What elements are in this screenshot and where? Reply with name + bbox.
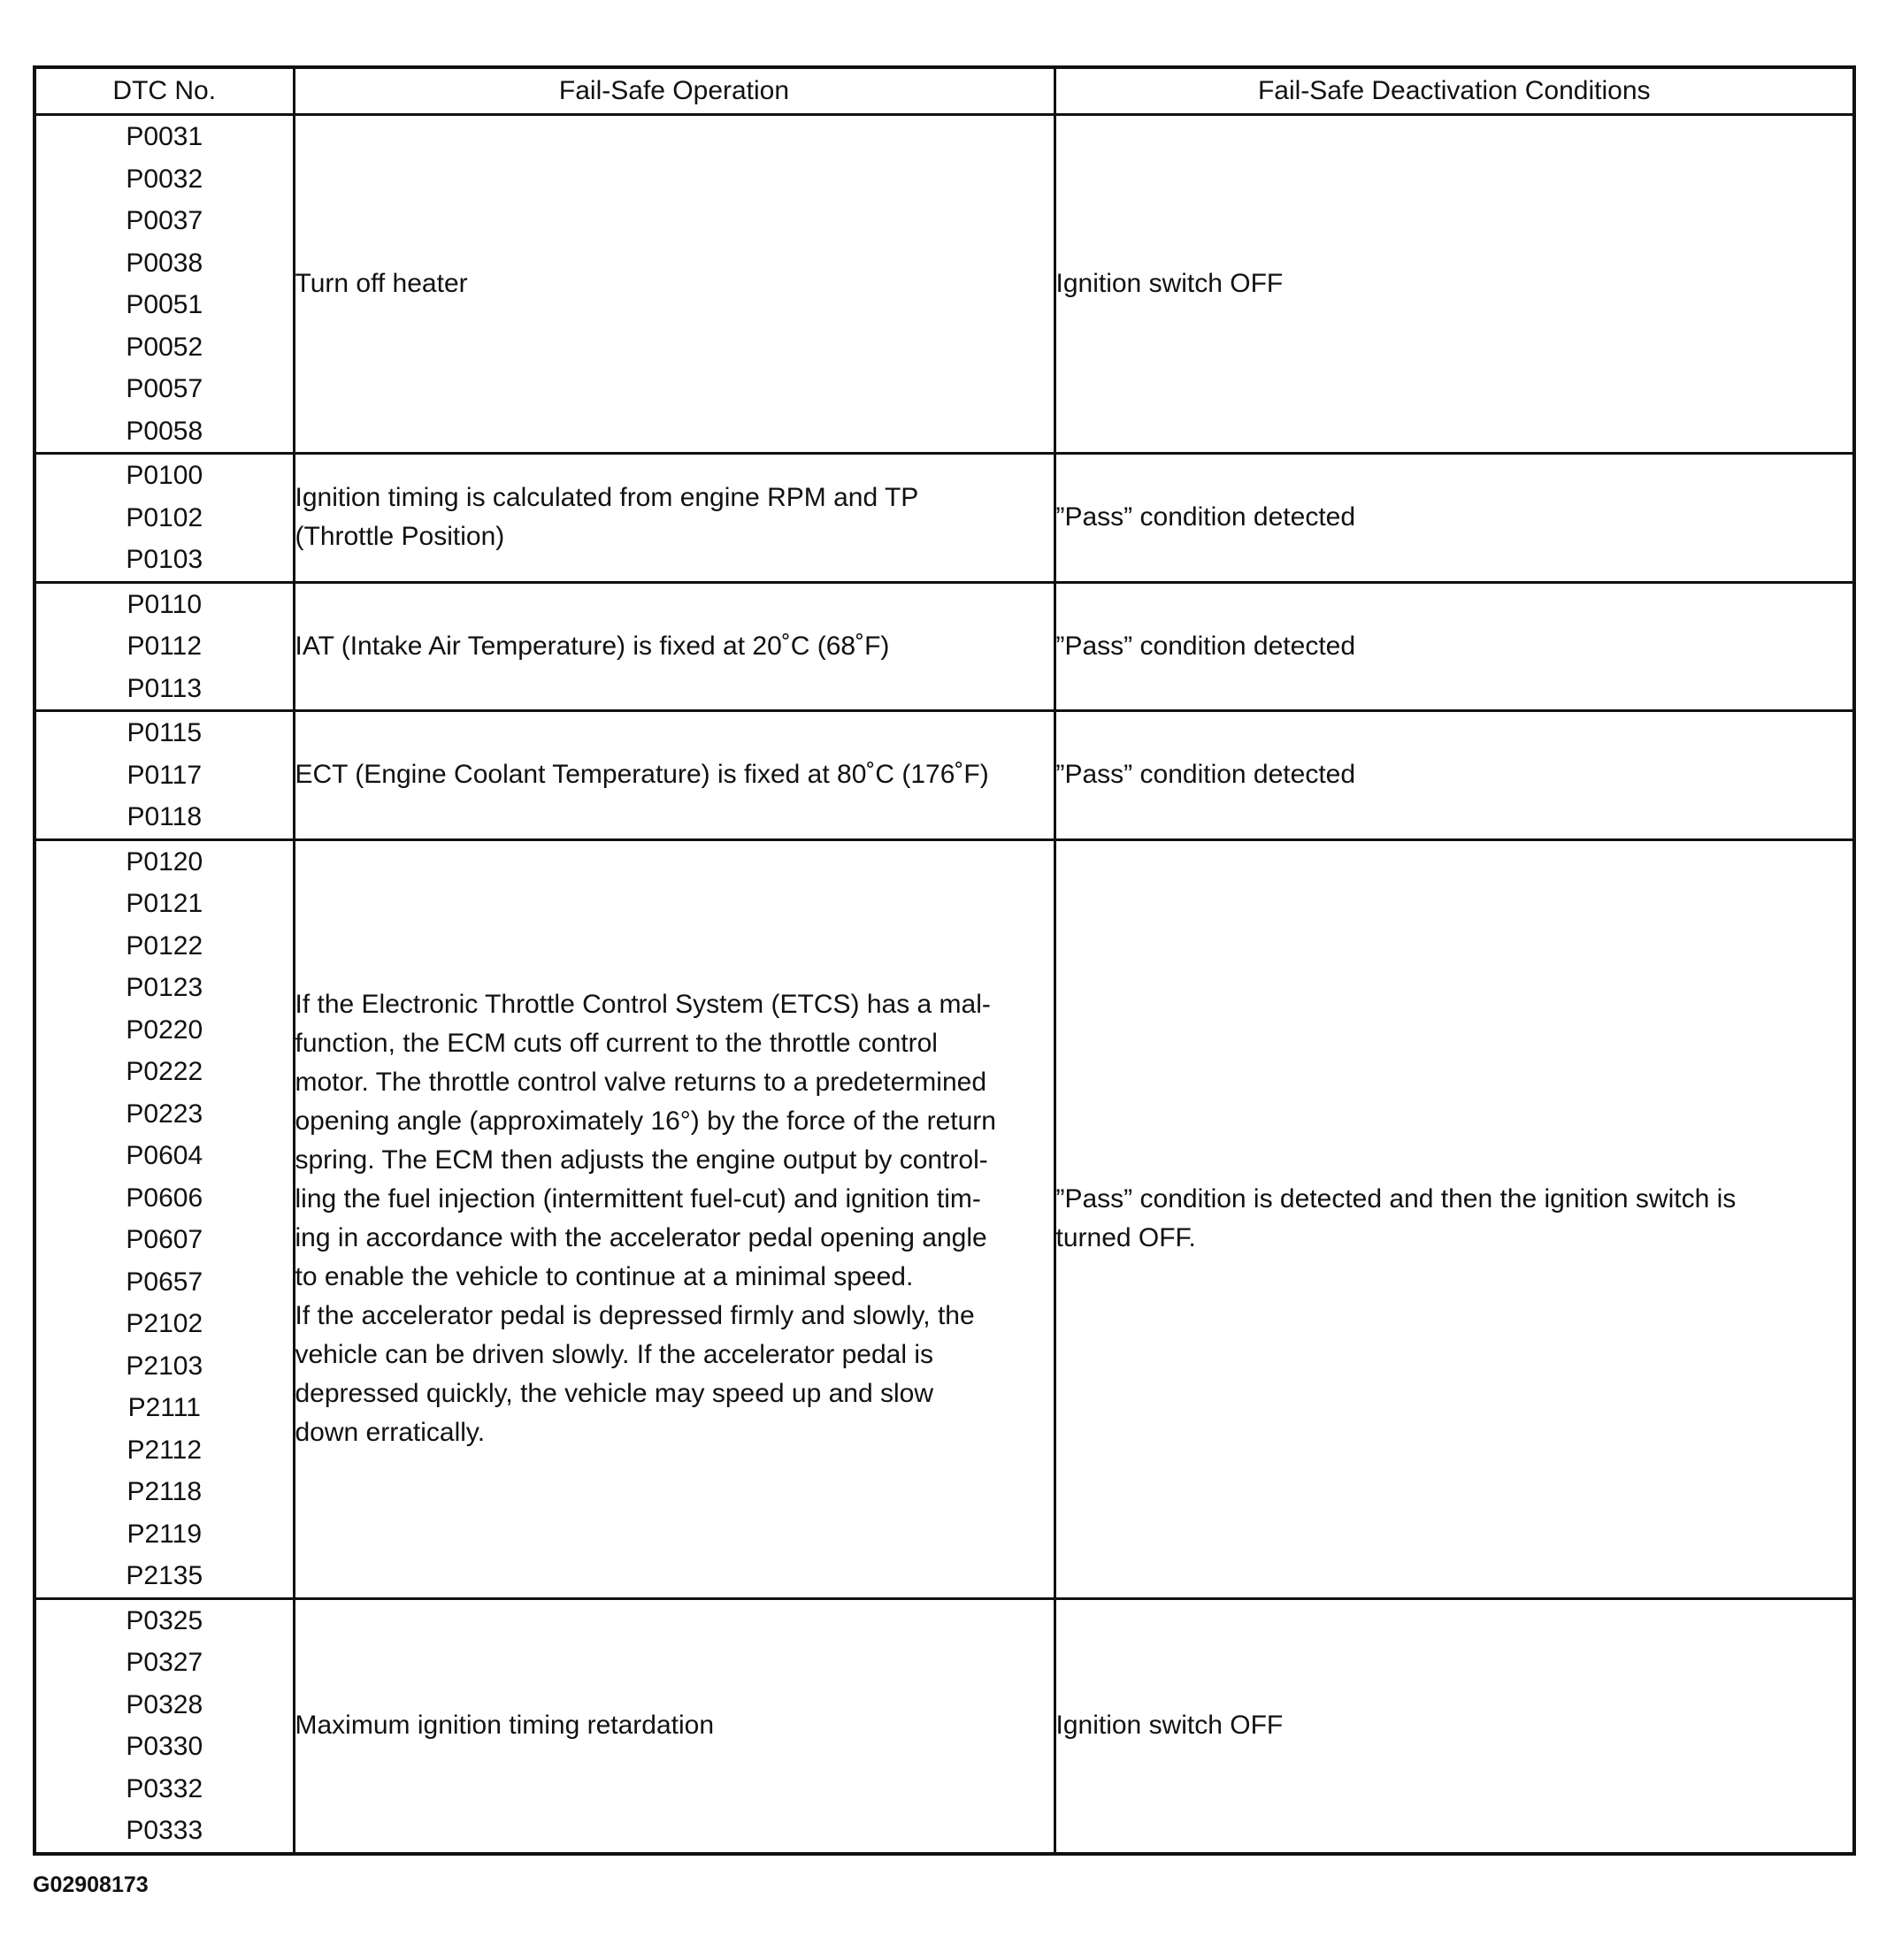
dtc-code: P0118 [127,802,203,831]
dtc-code: P0058 [126,416,203,446]
dtc-code: P0032 [126,164,203,194]
fail-safe-operation-text: Ignition timing is calculated from engine RPM and TP (Throttle Position) [295,483,919,552]
dtc-code: P2135 [126,1561,203,1590]
dtc-code: P0031 [126,122,203,151]
table-row [35,1598,1854,1854]
deactivation-condition-cell [1055,839,1854,1598]
dtc-code: P0657 [126,1267,203,1297]
dtc-codes-cell [35,711,294,840]
dtc-code: P0332 [126,1773,203,1803]
deactivation-condition-text: Ignition switch OFF [1055,1711,1284,1740]
dtc-code: P0052 [126,332,203,362]
dtc-code: P2119 [127,1519,203,1549]
dtc-code: P0333 [126,1816,203,1845]
dtc-code: P0607 [126,1225,203,1254]
table-row [35,711,1854,840]
header-row [35,67,1854,115]
deactivation-condition-text: Ignition switch OFF [1055,269,1284,298]
dtc-code: P0117 [127,760,203,790]
fail-safe-operation-cell [294,711,1055,840]
header-dtc-no: DTC No. [35,67,294,115]
fail-safe-operation-cell [294,1598,1055,1854]
dtc-code: P0220 [126,1014,203,1045]
deactivation-condition-cell [1055,115,1854,454]
deactivation-condition-cell [1055,1598,1854,1854]
dtc-code: P0038 [126,248,203,278]
fail-safe-operation-cell [294,839,1055,1598]
table-row [35,839,1854,1598]
fail-safe-operation-text: IAT (Intake Air Temperature) is fixed at 20˚C (68˚F) [295,631,890,661]
figure-id: G02908173 [33,1872,149,1897]
dtc-code: P0122 [126,930,203,961]
fail-safe-table [33,65,1856,1856]
dtc-codes-cell [35,1598,294,1854]
deactivation-condition-text: ”Pass” condition is detected and then the ignition switch is turned OFF. [1055,1184,1737,1252]
table-row [35,454,1854,583]
dtc-code: P2102 [126,1309,203,1338]
dtc-code: P0100 [126,461,203,490]
dtc-code: P2112 [127,1435,203,1465]
dtc-codes-cell [35,582,294,711]
fail-safe-operation-cell [294,115,1055,454]
deactivation-condition-cell [1055,711,1854,840]
dtc-code: P0223 [126,1099,203,1129]
table-row [35,582,1854,711]
dtc-code: P0327 [126,1648,203,1677]
fail-safe-operation-cell [294,454,1055,583]
table-header [35,67,1854,115]
fail-safe-operation-cell [294,582,1055,711]
dtc-code: P0037 [126,206,203,235]
dtc-code: P0606 [126,1183,203,1213]
dtc-code: P0110 [127,589,203,619]
fail-safe-operation-text: Turn off heater [295,269,468,298]
dtc-code: P0222 [126,1057,203,1086]
dtc-code: P0123 [126,973,203,1002]
dtc-code: P0328 [126,1689,203,1719]
dtc-code: P0103 [126,545,203,574]
dtc-code: P0113 [127,673,203,703]
table-body [35,115,1854,1854]
document-page [33,65,1852,1856]
dtc-code: P0112 [127,632,203,661]
dtc-code: P0057 [126,374,203,403]
dtc-code: P0330 [126,1732,203,1761]
dtc-code: P0115 [127,718,203,747]
dtc-code: P2111 [127,1393,201,1422]
dtc-code: P0102 [126,502,203,532]
dtc-code: P2103 [126,1351,203,1381]
fail-safe-operation-text: Maximum ignition timing retardation [295,1711,715,1740]
dtc-code: P2118 [127,1477,203,1506]
dtc-code: P0051 [126,290,203,319]
dtc-code: P0604 [126,1141,203,1170]
dtc-code: P0325 [126,1605,203,1635]
dtc-code: P0121 [126,889,203,918]
header-fail-safe-operation: Fail-Safe Operation [294,67,1055,115]
dtc-codes-cell [35,115,294,454]
deactivation-condition-text: ”Pass” condition detected [1055,502,1356,532]
table-row [35,115,1854,454]
header-deactivation-conditions: Fail-Safe Deactivation Conditions [1055,67,1854,115]
deactivation-condition-cell [1055,454,1854,583]
fail-safe-operation-text: If the Electronic Throttle Control System (ETCS) has a mal- function, the ECM cuts off current to the throttle control motor. The throttle control valve returns to a predetermined opening angle (approximately 16°) by the force of the return spring. The ECM then adjusts the engine output by control- ling the fuel injection (intermittent fuel-cut) and ignition tim- ing in accordance with the accelerator pedal opening angle to enable the vehicle to continue at a minimal speed. If the accelerator pedal is depressed firmly and slowly, the vehicle can be driven slowly. If the accelerator pedal is depressed quickly, the vehicle may speed up and slow down erratically. [295,990,996,1447]
deactivation-condition-cell [1055,582,1854,711]
fail-safe-operation-text: ECT (Engine Coolant Temperature) is fixed at 80˚C (176˚F) [295,760,989,790]
dtc-codes-cell [35,839,294,1598]
deactivation-condition-text: ”Pass” condition detected [1055,760,1356,790]
dtc-codes-cell [35,454,294,583]
dtc-code: P0120 [126,846,203,877]
deactivation-condition-text: ”Pass” condition detected [1055,631,1356,661]
